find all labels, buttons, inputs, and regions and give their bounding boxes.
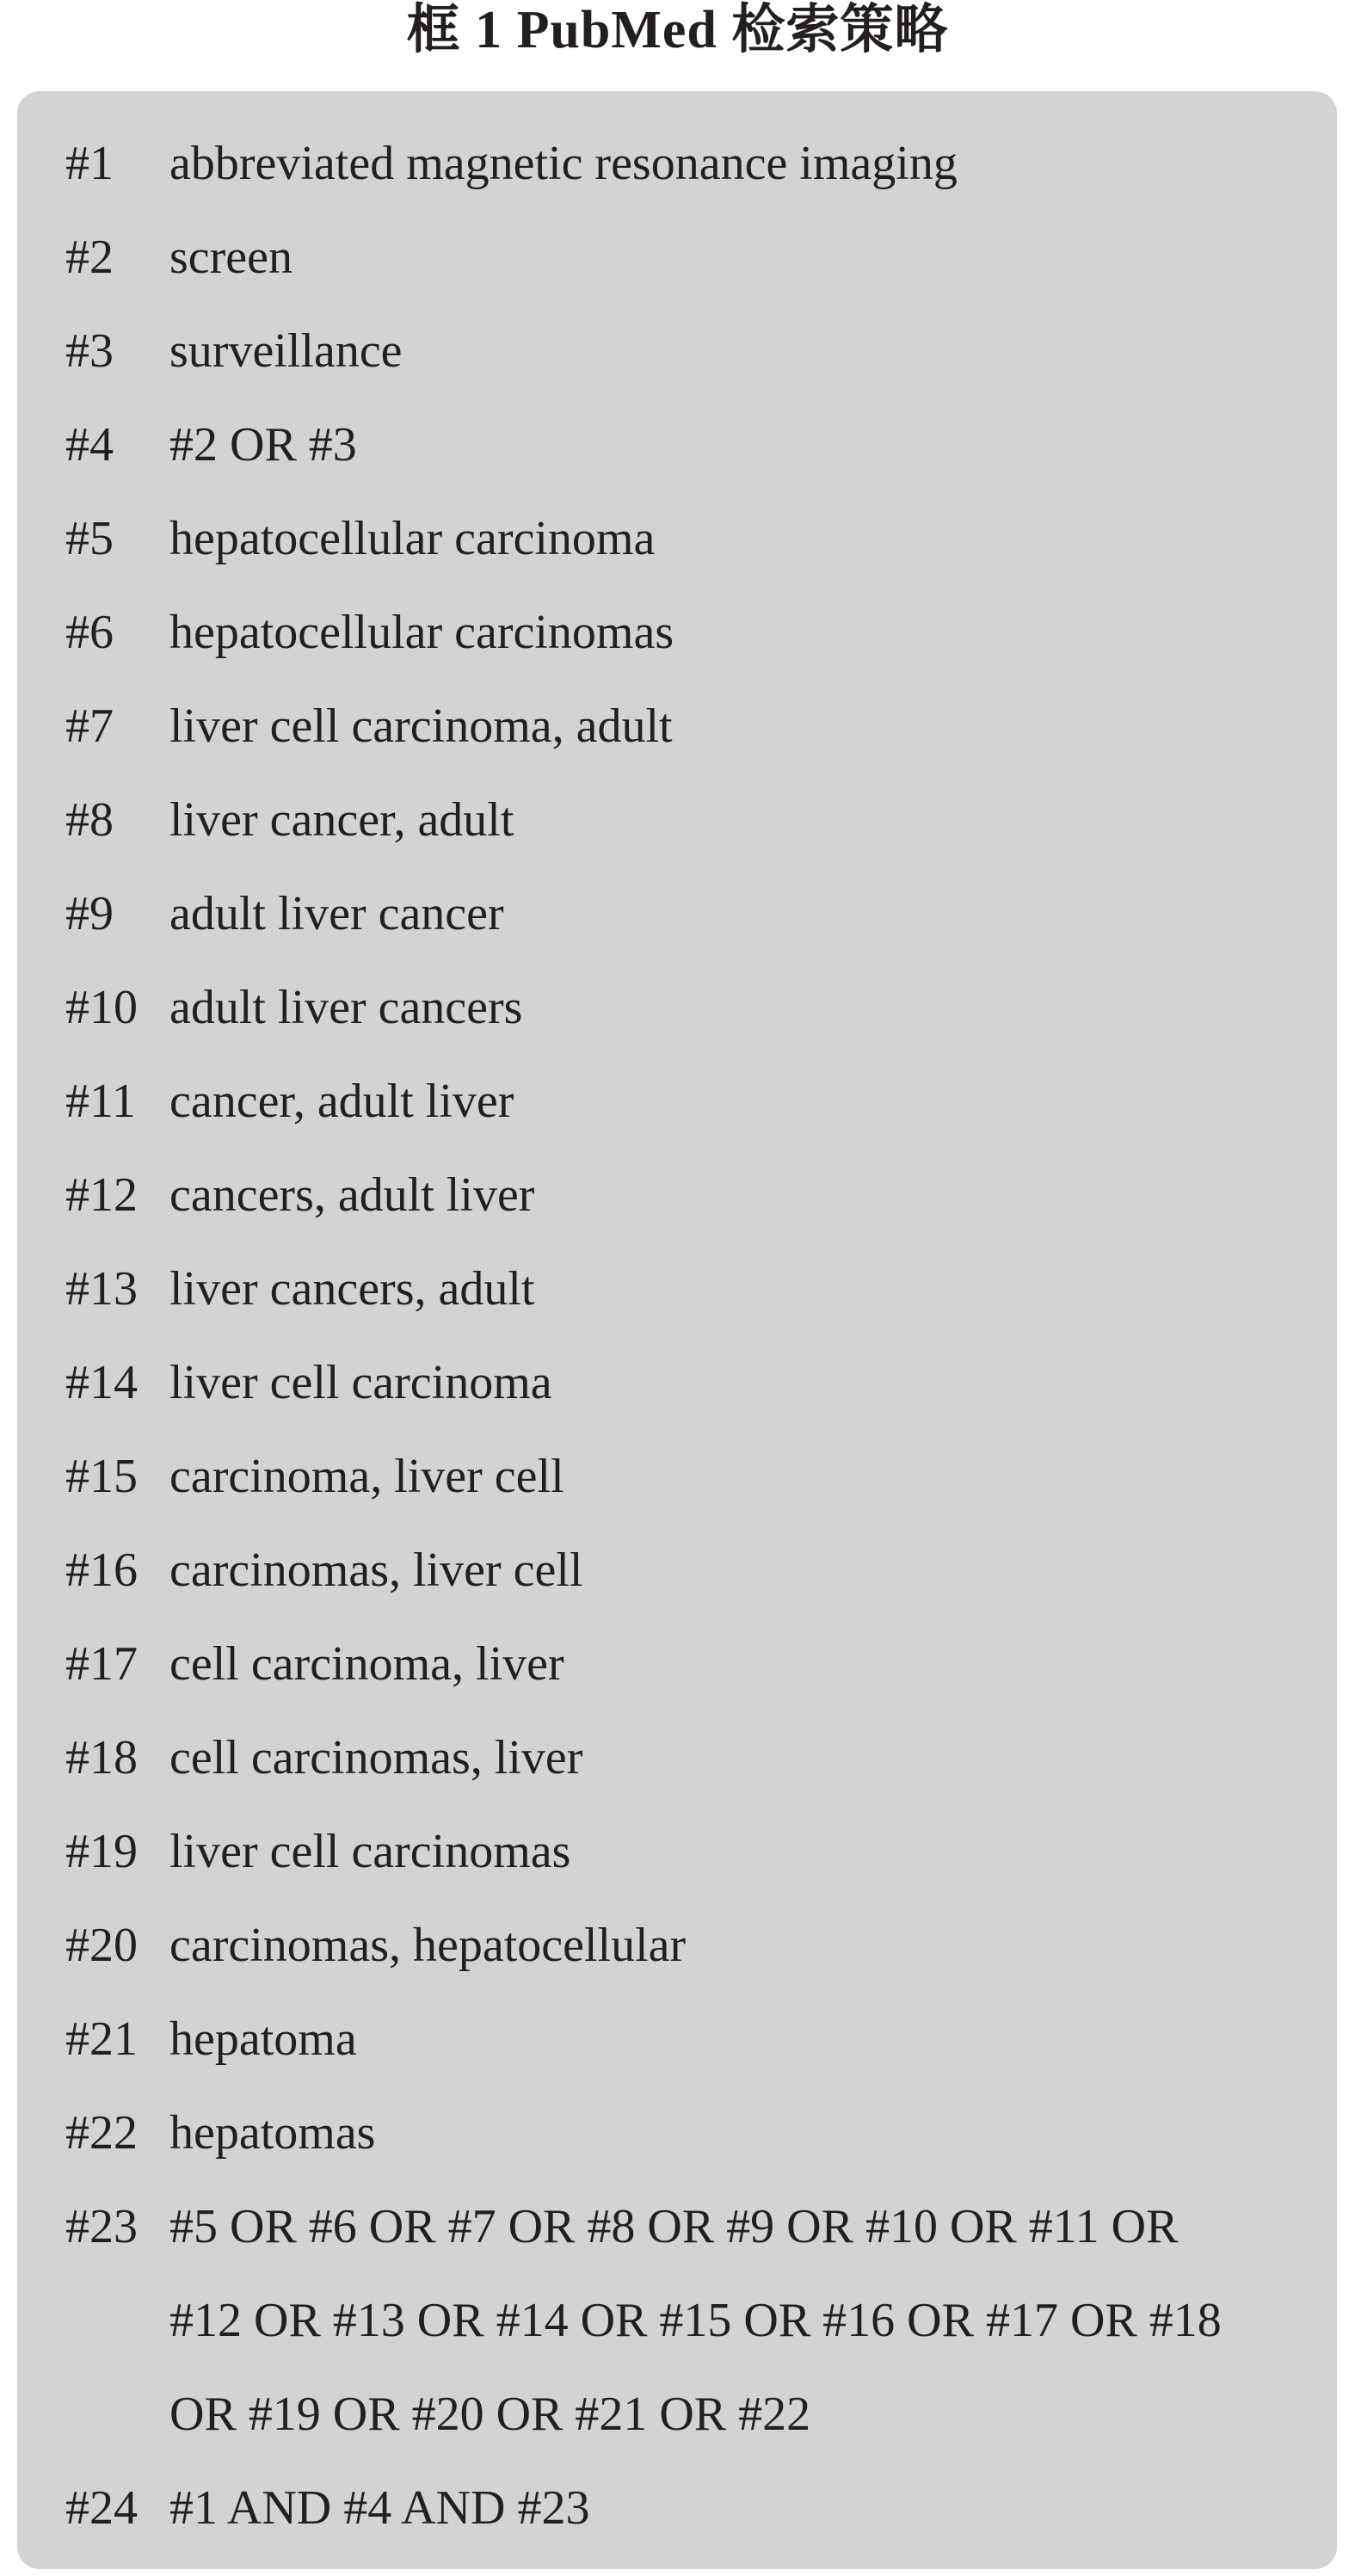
row-number: #21	[65, 2012, 138, 2066]
row-number: #17	[65, 1637, 138, 1691]
search-row	[17, 1993, 1337, 2086]
row-number: #18	[65, 1731, 138, 1784]
search-row	[17, 1618, 1337, 1711]
row-query: liver cancer, adult	[169, 793, 514, 847]
search-strategy-box	[17, 91, 1337, 2569]
row-query: carcinomas, liver cell	[169, 1544, 583, 1597]
search-row	[17, 492, 1337, 586]
row-query: carcinomas, hepatocellular	[169, 1919, 687, 1972]
row-number: #10	[65, 981, 138, 1034]
row-number: #14	[65, 1356, 138, 1409]
row-query: cancer, adult liver	[169, 1075, 514, 1128]
search-row	[17, 1899, 1337, 1993]
row-number: #23	[65, 2200, 138, 2253]
row-query: abbreviated magnetic resonance imaging	[169, 137, 958, 190]
row-query: liver cell carcinoma, adult	[169, 699, 673, 753]
search-row	[17, 398, 1337, 492]
row-query: liver cancers, adult	[169, 1262, 535, 1316]
row-number: #11	[65, 1075, 136, 1128]
row-number: #22	[65, 2106, 138, 2160]
row-number: #8	[65, 793, 114, 847]
search-row	[17, 2462, 1337, 2555]
row-query: adult liver cancer	[169, 887, 504, 940]
row-number: #2	[65, 231, 114, 284]
row-query-line: #12 OR #13 OR #14 OR #15 OR #16 OR #17 OR #18	[169, 2294, 1222, 2347]
row-query: hepatocellular carcinoma	[169, 512, 656, 565]
row-query: cancers, adult liver	[169, 1168, 535, 1222]
search-row	[17, 2180, 1337, 2462]
row-query: #2 OR #3	[169, 418, 357, 471]
row-number: #19	[65, 1825, 138, 1878]
row-number: #15	[65, 1450, 138, 1503]
row-number: #7	[65, 699, 114, 753]
search-row	[17, 1805, 1337, 1899]
row-query: hepatocellular carcinomas	[169, 606, 674, 659]
search-row	[17, 1711, 1337, 1805]
row-number: #4	[65, 418, 114, 471]
search-strategy-list	[17, 117, 1337, 2555]
row-query: liver cell carcinoma	[169, 1356, 552, 1409]
search-row	[17, 961, 1337, 1055]
row-number: #3	[65, 324, 114, 378]
row-number: #9	[65, 887, 114, 940]
row-query	[169, 2180, 1322, 2462]
row-query: liver cell carcinomas	[169, 1825, 571, 1878]
search-row	[17, 1149, 1337, 1242]
row-number: #6	[65, 606, 114, 659]
row-number: #20	[65, 1919, 138, 1972]
row-query: carcinoma, liver cell	[169, 1450, 564, 1503]
row-query-line: OR #19 OR #20 OR #21 OR #22	[169, 2388, 811, 2441]
search-row	[17, 1430, 1337, 1524]
search-row	[17, 1336, 1337, 1430]
row-query: screen	[169, 231, 293, 284]
search-row	[17, 2086, 1337, 2180]
search-row	[17, 1524, 1337, 1618]
search-row	[17, 680, 1337, 773]
row-number: #12	[65, 1168, 138, 1222]
row-query: cell carcinomas, liver	[169, 1731, 583, 1784]
search-row	[17, 586, 1337, 680]
box-title: 框 1 PubMed 检索策略	[406, 1, 949, 59]
row-query: cell carcinoma, liver	[169, 1637, 564, 1691]
row-number: #1	[65, 137, 114, 190]
row-query: adult liver cancers	[169, 981, 523, 1034]
search-row	[17, 211, 1337, 305]
row-number: #24	[65, 2481, 138, 2535]
row-query: #1 AND #4 AND #23	[169, 2481, 590, 2535]
row-query-line: #5 OR #6 OR #7 OR #8 OR #9 OR #10 OR #11 OR	[169, 2200, 1179, 2253]
row-query: hepatoma	[169, 2012, 357, 2066]
search-row	[17, 867, 1337, 961]
row-number: #5	[65, 512, 114, 565]
row-query: surveillance	[169, 324, 403, 378]
search-row	[17, 305, 1337, 398]
search-row	[17, 773, 1337, 867]
row-number: #13	[65, 1262, 138, 1316]
search-row	[17, 1242, 1337, 1336]
row-number: #16	[65, 1544, 138, 1597]
search-row	[17, 117, 1337, 211]
row-query: hepatomas	[169, 2106, 376, 2160]
search-row	[17, 1055, 1337, 1149]
